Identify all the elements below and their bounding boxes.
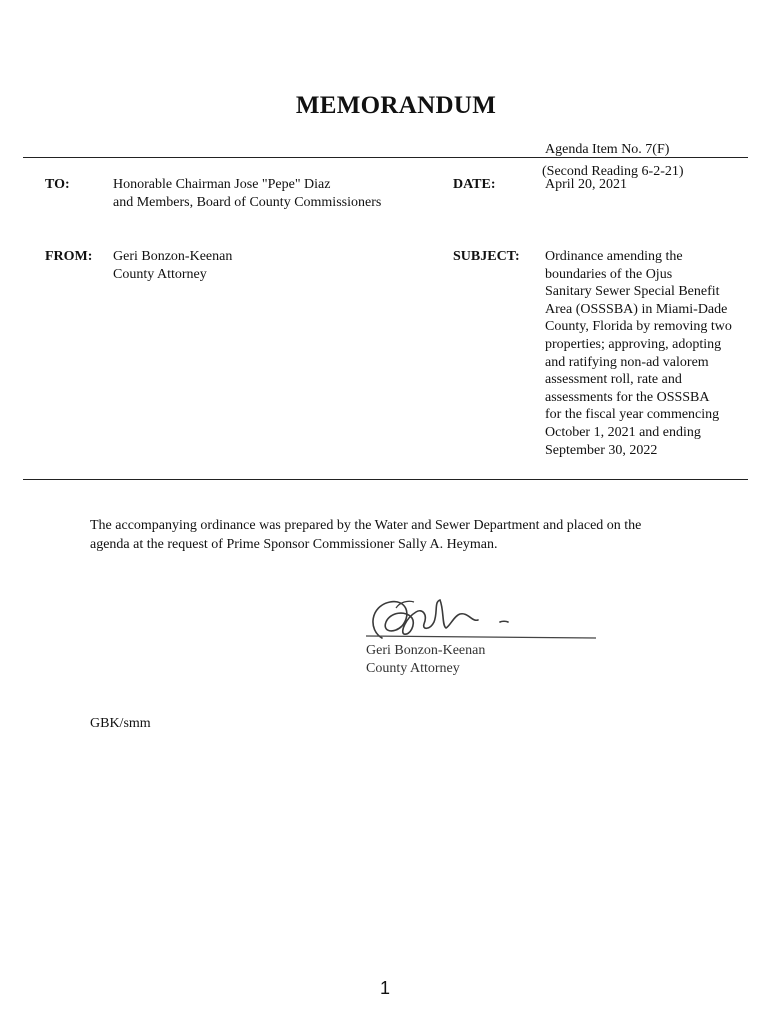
subject-line: County, Florida by removing two [545, 319, 732, 335]
subject-label: SUBJECT: [453, 249, 520, 264]
agenda-item: Agenda Item No. 7(F) [545, 142, 670, 157]
body-line: agenda at the request of Prime Sponsor Commissioner Sally A. Heyman. [90, 537, 498, 552]
from-line: Geri Bonzon-Keenan [113, 249, 233, 264]
signature-block [366, 642, 485, 677]
memo-title: MEMORANDUM [295, 92, 497, 119]
subject-line: Area (OSSSBA) in Miami-Dade [545, 301, 728, 317]
body-paragraph [90, 516, 700, 554]
date-value: April 20, 2021 [545, 177, 628, 192]
from-line: County Attorney [113, 266, 207, 282]
header-top-rule [23, 157, 748, 158]
to-recipients [113, 176, 381, 211]
from-label: FROM: [45, 249, 93, 264]
to-line: and Members, Board of County Commissioners [113, 194, 382, 210]
subject-line: Ordinance amending the [545, 249, 683, 264]
to-label: TO: [45, 177, 70, 192]
signature-name: Geri Bonzon-Keenan [366, 643, 486, 658]
from-sender [113, 248, 232, 283]
second-reading: (Second Reading 6-2-21) [542, 164, 684, 179]
header-bottom-rule [23, 479, 748, 480]
signature-title: County Attorney [366, 660, 460, 676]
subject-line: for the fiscal year commencing [545, 407, 720, 423]
subject-line: Sanitary Sewer Special Benefit [545, 284, 720, 300]
subject-line: assessments for the OSSSBA [545, 389, 710, 405]
subject-text [545, 248, 755, 459]
to-line: Honorable Chairman Jose "Pepe" Diaz [113, 177, 331, 192]
date-label: DATE: [453, 177, 496, 192]
page-number: 1 [379, 978, 390, 998]
signature-image [360, 592, 605, 646]
subject-line: assessment roll, rate and [545, 372, 682, 388]
subject-line: October 1, 2021 and ending [545, 424, 701, 440]
initials: GBK/smm [90, 716, 151, 731]
body-line: The accompanying ordinance was prepared by the Water and Sewer Department and placed on the [90, 518, 642, 533]
subject-line: properties; approving, adopting [545, 336, 722, 352]
subject-line: September 30, 2022 [545, 442, 658, 458]
subject-line: boundaries of the Ojus [545, 266, 673, 282]
subject-line: and ratifying non-ad valorem [545, 354, 709, 370]
